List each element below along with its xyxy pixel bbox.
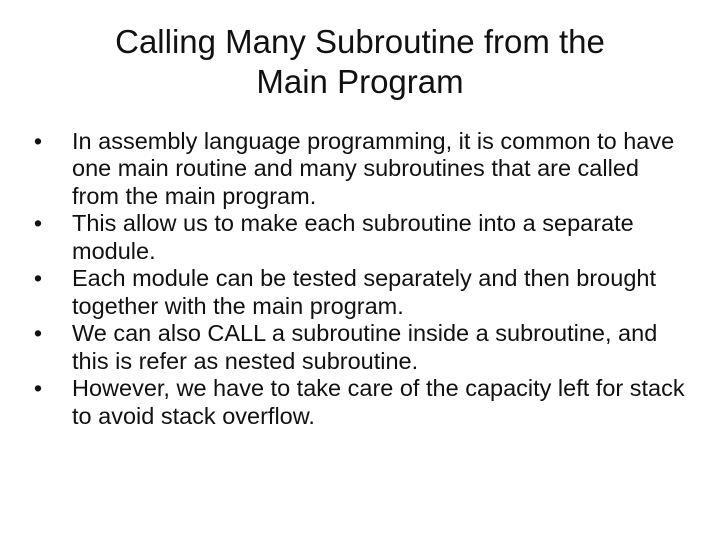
bullet-text: Each module can be tested separately and then brought together with the main program. <box>72 265 656 319</box>
bullet-list <box>28 128 692 430</box>
bullet-item <box>28 210 692 265</box>
bullet-dot-icon: • <box>33 265 43 292</box>
bullet-item <box>28 265 692 320</box>
bullet-text: This allow us to make each subroutine into a separate module. <box>72 210 634 264</box>
title-line-2: Main Program <box>256 63 464 101</box>
bullet-item <box>28 320 692 375</box>
bullet-item <box>28 128 692 210</box>
bullet-text: However, we have to take care of the capacity left for stack to avoid stack overflow. <box>72 375 685 429</box>
bullet-dot-icon: • <box>33 128 43 154</box>
bullet-dot-icon: • <box>33 210 43 237</box>
slide-title <box>40 22 680 103</box>
title-line-1: Calling Many Subroutine from the <box>115 23 605 60</box>
bullet-dot-icon: • <box>33 320 43 347</box>
bullet-text: We can also CALL a subroutine inside a subroutine, and this is refer as nested subroutine. <box>72 320 658 374</box>
bullet-dot-icon: • <box>33 375 43 402</box>
bullet-text: In assembly language programming, it is common to have one main routine and many subroutines that are called from the main program. <box>72 128 675 209</box>
bullet-item <box>28 375 692 430</box>
